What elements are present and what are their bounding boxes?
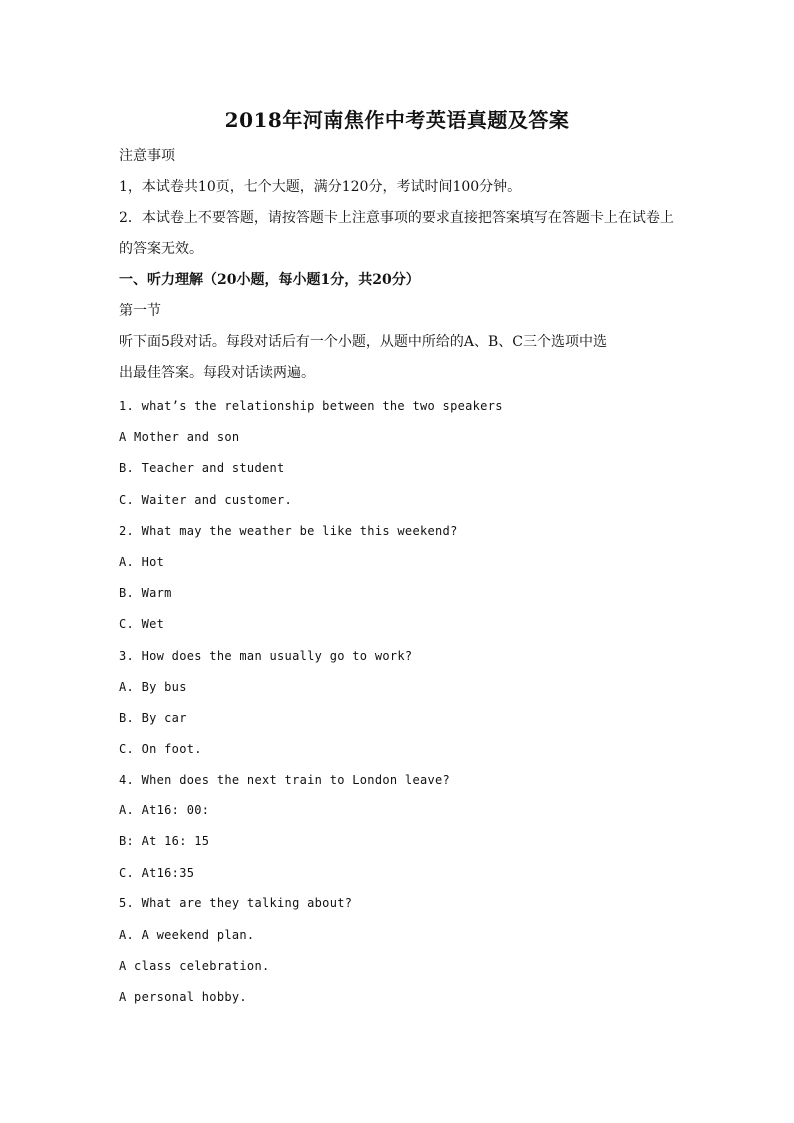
question-4-option-c: C. At16:35 — [119, 866, 195, 880]
question-4-option-a: A. At16: 00: — [119, 803, 210, 817]
document-title: 2018年河南焦作中考英语真题及答案 — [224, 108, 570, 132]
note-2-line-2: 的答案无效。 — [119, 241, 203, 257]
instructions-line-2: 出最佳答案。每段对话读两遍。 — [119, 365, 315, 381]
question-5-option-b: A class celebration. — [119, 959, 270, 973]
question-3-option-a: A. By bus — [119, 680, 187, 694]
question-1-option-a: A Mother and son — [119, 430, 240, 444]
question-2-option-b: B. Warm — [119, 586, 172, 600]
question-2-option-c: C. Wet — [119, 617, 165, 631]
instructions-line-1: 听下面5段对话。每段对话后有一个小题，从题中所给的A、B、C三个选项中选 — [119, 334, 608, 350]
question-5-option-a: A. A weekend plan. — [119, 928, 255, 942]
section-1-heading: 一、听力理解（20小题，每小题1分，共20分） — [119, 272, 420, 288]
question-1-option-b: B. Teacher and student — [119, 461, 285, 475]
question-1-option-c: C. Waiter and customer. — [119, 493, 293, 507]
question-1: 1. what’s the relationship between the two speakers — [119, 399, 503, 413]
question-4-option-b: B: At 16: 15 — [119, 834, 210, 848]
note-2-line-1: 2．本试卷上不要答题，请按答题卡上注意事项的要求直接把答案填写在答题卡上在试卷上 — [119, 210, 674, 226]
note-1: 1，本试卷共10页，七个大题，满分120分，考试时间100分钟。 — [119, 179, 522, 195]
question-5: 5. What are they talking about? — [119, 896, 353, 910]
question-3-option-b: B. By car — [119, 711, 187, 725]
question-5-option-c: A personal hobby. — [119, 990, 247, 1004]
question-2: 2. What may the weather be like this weekend? — [119, 524, 458, 538]
question-3: 3. How does the man usually go to work? — [119, 649, 413, 663]
part-1-heading: 第一节 — [119, 303, 161, 319]
notes-heading: 注意事项 — [119, 148, 175, 164]
question-4: 4. When does the next train to London leave? — [119, 773, 451, 787]
question-2-option-a: A. Hot — [119, 555, 165, 569]
question-3-option-c: C. On foot. — [119, 742, 202, 756]
